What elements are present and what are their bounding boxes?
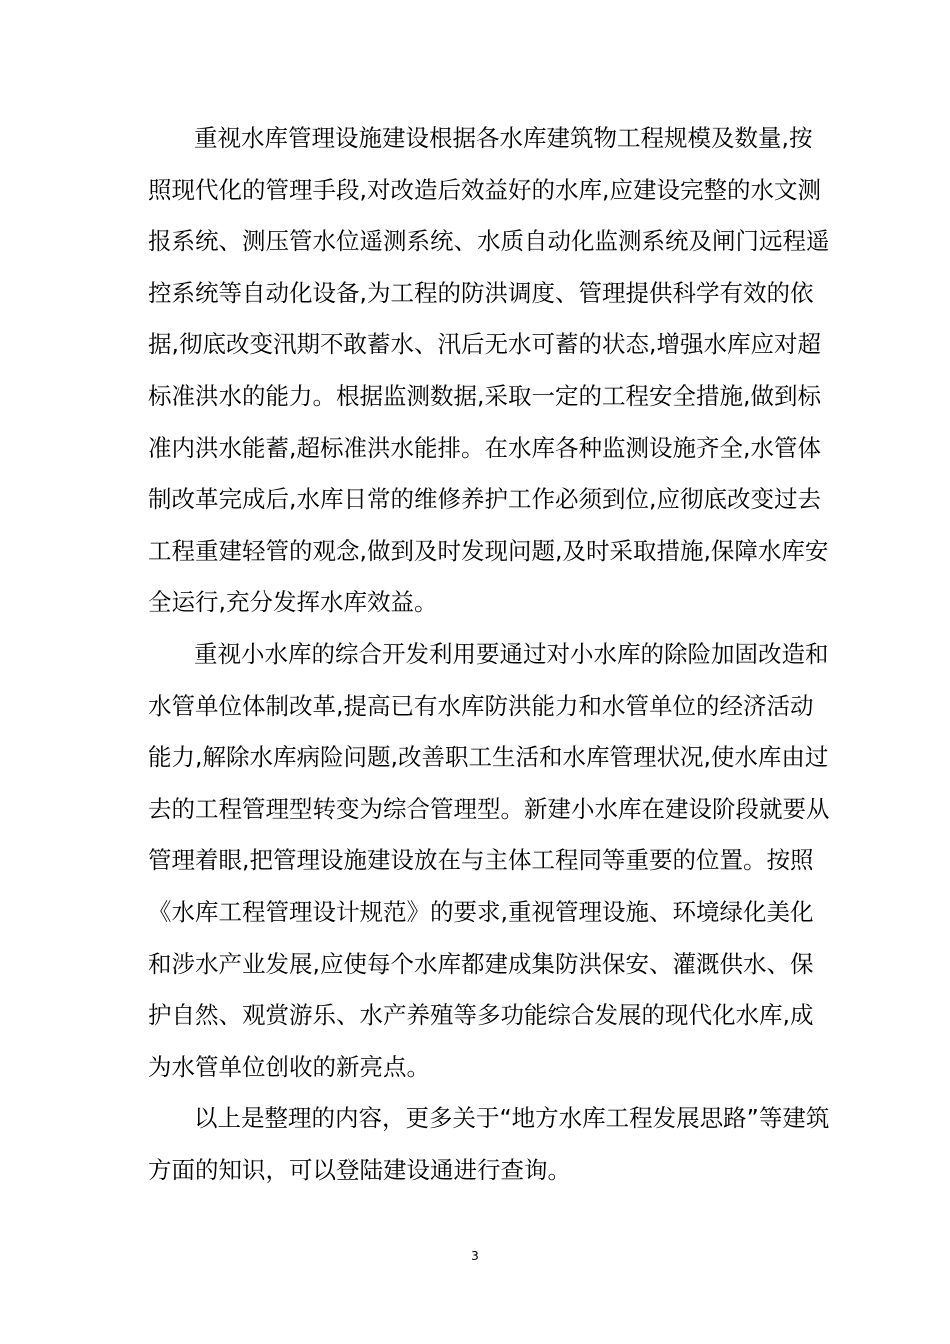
text-line: 为水管单位创收的新亮点。	[148, 1052, 430, 1081]
paragraph-closing-note	[148, 1098, 830, 1201]
text-line: 《水库工程管理设计规范》的要求,重视管理设施、环境绿化美化	[148, 897, 814, 926]
paragraph-management-facilities	[148, 118, 830, 634]
text-line: 和涉水产业发展,应使每个水库都建成集防洪保安、灌溉供水、保	[148, 949, 814, 978]
page-number: 3	[471, 1249, 479, 1263]
text-line: 能力,解除水库病险问题,改善职工生活和水库管理状况,使水库由过	[148, 743, 829, 772]
body-text	[148, 118, 830, 1201]
text-line: 重视小水库的综合开发利用要通过对小水库的除险加固改造和	[194, 639, 829, 668]
text-line: 工程重建轻管的观念,做到及时发现问题,及时采取措施,保障水库安	[148, 536, 829, 565]
text-line: 报系统、测压管水位遥测系统、水质自动化监测系统及闸门远程遥	[148, 227, 830, 256]
text-line: 准内洪水能蓄,超标准洪水能排。在水库各种监测设施齐全,水管体	[148, 433, 821, 462]
paragraph-comprehensive-development	[148, 634, 830, 1098]
text-line: 管理着眼,把管理设施建设放在与主体工程同等重要的位置。按照	[148, 846, 814, 875]
text-line: 方面的知识，可以登陆建设通进行查询。	[148, 1155, 571, 1184]
text-line: 标准洪水的能力。根据监测数据,采取一定的工程安全措施,做到标	[148, 381, 821, 410]
text-line: 据,彻底改变汛期不敢蓄水、汛后无水可蓄的状态,增强水库应对超	[148, 330, 821, 359]
text-line: 重视水库管理设施建设根据各水库建筑物工程规模及数量,按	[194, 124, 813, 152]
text-line: 全运行,充分发挥水库效益。	[148, 588, 438, 617]
text-line: 去的工程管理型转变为综合管理型。新建小水库在建设阶段就要从	[148, 794, 830, 823]
text-line: 制改革完成后,水库日常的维修养护工作必须到位,应彻底改变过去	[148, 485, 821, 514]
text-line: 护自然、观赏游乐、水产养殖等多功能综合发展的现代化水库,成	[148, 1001, 814, 1030]
text-line: 以上是整理的内容，更多关于“地方水库工程发展思路”等建筑	[194, 1104, 830, 1133]
text-line: 照现代化的管理手段,对改造后效益好的水库,应建设完整的水文测	[148, 175, 821, 204]
text-line: 控系统等自动化设备,为工程的防洪调度、管理提供科学有效的依	[148, 278, 814, 307]
text-line: 水管单位体制改革,提高已有水库防洪能力和水管单位的经济活动	[148, 691, 814, 720]
